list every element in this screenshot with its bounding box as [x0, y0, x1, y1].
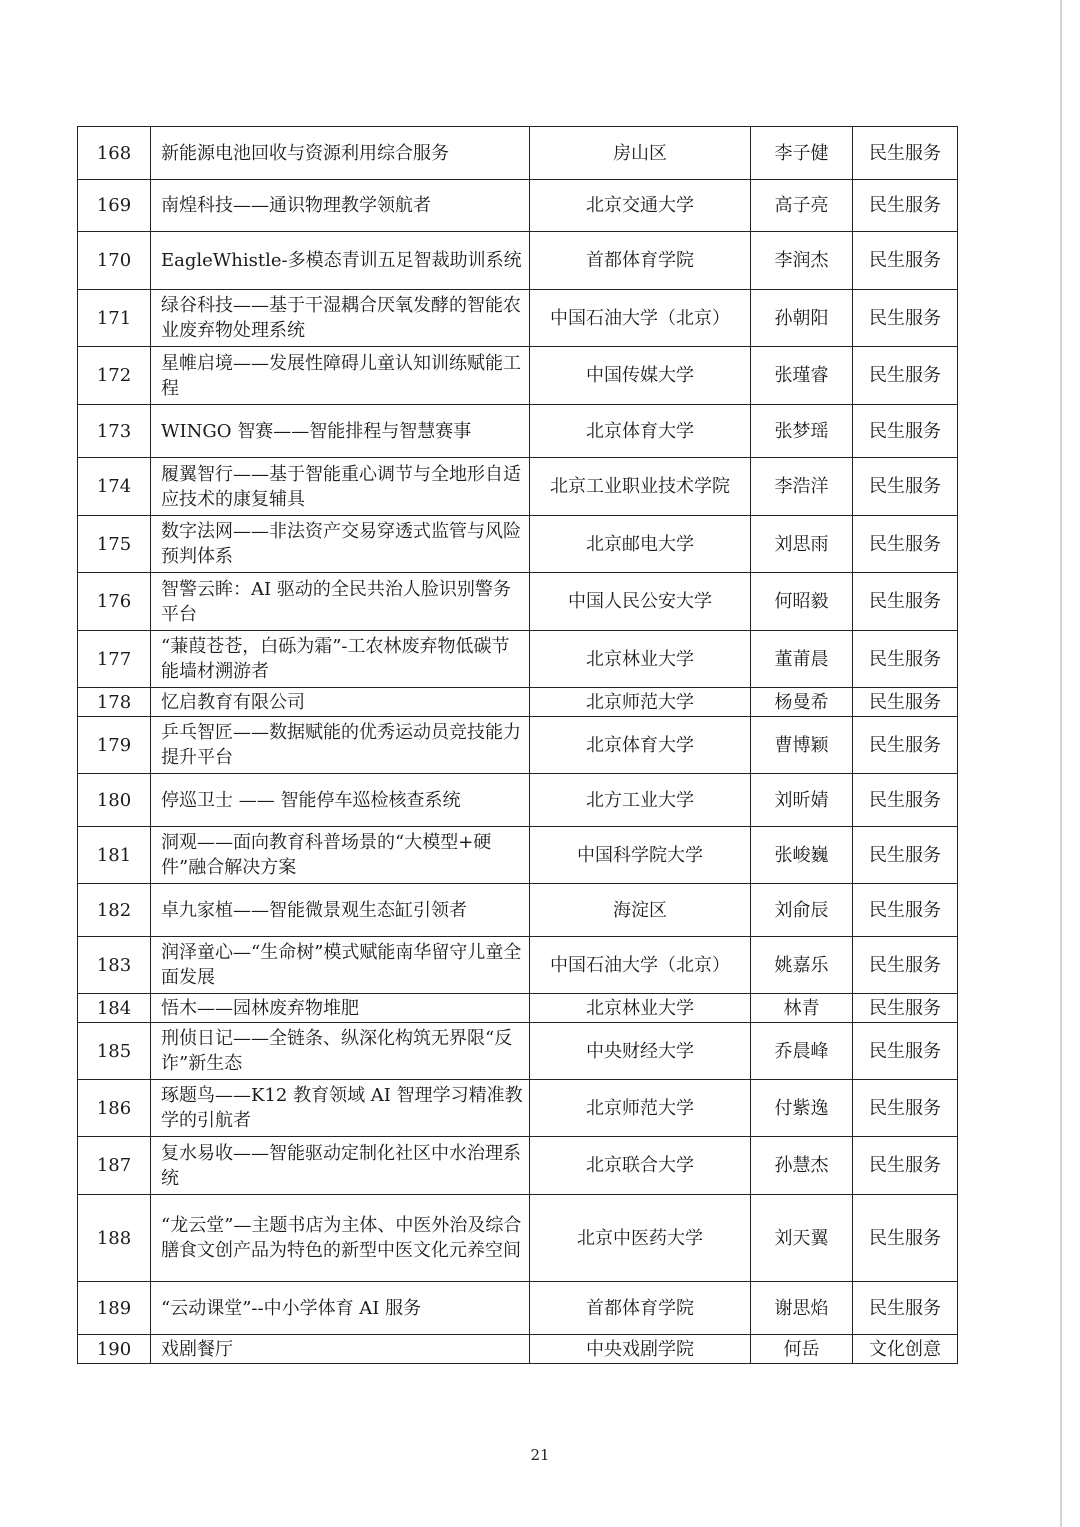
- project-name: EagleWhistle-多模态青训五足智裁助训系统: [151, 232, 530, 290]
- person-name: 孙朝阳: [751, 290, 853, 347]
- project-name: 星帷启境——发展性障碍儿童认知训练赋能工程: [151, 347, 530, 405]
- organization: 北京联合大学: [530, 1137, 751, 1195]
- category: 民生服务: [853, 573, 958, 631]
- category: 民生服务: [853, 1137, 958, 1195]
- category: 民生服务: [853, 347, 958, 405]
- person-name: 李润杰: [751, 232, 853, 290]
- organization: 北京林业大学: [530, 994, 751, 1023]
- category: 民生服务: [853, 405, 958, 458]
- project-name: 新能源电池回收与资源利用综合服务: [151, 127, 530, 180]
- category: 民生服务: [853, 774, 958, 827]
- category: 民生服务: [853, 688, 958, 717]
- project-name: 刑侦日记——全链条、纵深化构筑无界限“反诈”新生态: [151, 1023, 530, 1080]
- row-number: 187: [78, 1137, 151, 1195]
- organization: 中国石油大学（北京）: [530, 937, 751, 994]
- row-number: 173: [78, 405, 151, 458]
- table-row: [78, 127, 958, 180]
- project-name: 履翼智行——基于智能重心调节与全地形自适应技术的康复辅具: [151, 458, 530, 516]
- row-number: 175: [78, 516, 151, 573]
- table-row: [78, 458, 958, 516]
- row-number: 184: [78, 994, 151, 1023]
- organization: 北京体育大学: [530, 405, 751, 458]
- row-number: 185: [78, 1023, 151, 1080]
- table-row: [78, 688, 958, 717]
- person-name: 姚嘉乐: [751, 937, 853, 994]
- category: 民生服务: [853, 458, 958, 516]
- organization: 海淀区: [530, 884, 751, 937]
- row-number: 168: [78, 127, 151, 180]
- category: 民生服务: [853, 994, 958, 1023]
- person-name: 何岳: [751, 1335, 853, 1364]
- project-name: 绿谷科技——基于干湿耦合厌氧发酵的智能农业废弃物处理系统: [151, 290, 530, 347]
- table-row: [78, 1023, 958, 1080]
- category: 民生服务: [853, 1195, 958, 1282]
- table-row: [78, 573, 958, 631]
- table-row: [78, 1080, 958, 1137]
- table-row: [78, 1195, 958, 1282]
- project-name: WINGO 智赛——智能排程与智慧赛事: [151, 405, 530, 458]
- project-name: 乒乓智匠——数据赋能的优秀运动员竞技能力提升平台: [151, 717, 530, 774]
- person-name: 刘俞辰: [751, 884, 853, 937]
- row-number: 186: [78, 1080, 151, 1137]
- category: 民生服务: [853, 232, 958, 290]
- table-row: [78, 1335, 958, 1364]
- row-number: 181: [78, 827, 151, 884]
- project-name: “龙云堂”—主题书店为主体、中医外治及综合膳食文创产品为特色的新型中医文化元养空间: [151, 1195, 530, 1282]
- person-name: 高子亮: [751, 180, 853, 232]
- project-name: 润泽童心—“生命树”模式赋能南华留守儿童全面发展: [151, 937, 530, 994]
- project-name: 复水易收——智能驱动定制化社区中水治理系统: [151, 1137, 530, 1195]
- row-number: 169: [78, 180, 151, 232]
- scan-edge-line: [1060, 0, 1062, 1527]
- organization: 北京师范大学: [530, 688, 751, 717]
- person-name: 刘思雨: [751, 516, 853, 573]
- project-name: 戏剧餐厅: [151, 1335, 530, 1364]
- category: 民生服务: [853, 884, 958, 937]
- row-number: 176: [78, 573, 151, 631]
- organization: 北京邮电大学: [530, 516, 751, 573]
- organization: 首都体育学院: [530, 232, 751, 290]
- project-name: 忆启教育有限公司: [151, 688, 530, 717]
- person-name: 付紫逸: [751, 1080, 853, 1137]
- table-row: [78, 180, 958, 232]
- table-row: [78, 717, 958, 774]
- row-number: 178: [78, 688, 151, 717]
- organization: 北京工业职业技术学院: [530, 458, 751, 516]
- project-name: 悟木——园林废弃物堆肥: [151, 994, 530, 1023]
- project-name: 数字法网——非法资产交易穿透式监管与风险预判体系: [151, 516, 530, 573]
- table-row: [78, 347, 958, 405]
- category: 民生服务: [853, 1282, 958, 1335]
- row-number: 179: [78, 717, 151, 774]
- person-name: 董莆晨: [751, 631, 853, 688]
- category: 民生服务: [853, 827, 958, 884]
- person-name: 李子健: [751, 127, 853, 180]
- table-row: [78, 232, 958, 290]
- organization: 中国传媒大学: [530, 347, 751, 405]
- person-name: 林青: [751, 994, 853, 1023]
- person-name: 何昭毅: [751, 573, 853, 631]
- table-row: [78, 631, 958, 688]
- row-number: 189: [78, 1282, 151, 1335]
- category: 民生服务: [853, 516, 958, 573]
- person-name: 张梦瑶: [751, 405, 853, 458]
- person-name: 乔晨峰: [751, 1023, 853, 1080]
- person-name: 李浩洋: [751, 458, 853, 516]
- person-name: 孙慧杰: [751, 1137, 853, 1195]
- category: 民生服务: [853, 1023, 958, 1080]
- organization: 北京交通大学: [530, 180, 751, 232]
- category: 民生服务: [853, 127, 958, 180]
- row-number: 180: [78, 774, 151, 827]
- row-number: 177: [78, 631, 151, 688]
- project-name: 智警云眸：AI 驱动的全民共治人脸识别警务平台: [151, 573, 530, 631]
- organization: 中国石油大学（北京）: [530, 290, 751, 347]
- row-number: 182: [78, 884, 151, 937]
- table-row: [78, 937, 958, 994]
- project-name: 南煌科技——通识物理教学领航者: [151, 180, 530, 232]
- project-name: 卓九家植——智能微景观生态缸引领者: [151, 884, 530, 937]
- table-row: [78, 516, 958, 573]
- row-number: 171: [78, 290, 151, 347]
- project-table: [77, 126, 958, 1364]
- category: 民生服务: [853, 290, 958, 347]
- person-name: 张峻巍: [751, 827, 853, 884]
- person-name: 张瑾睿: [751, 347, 853, 405]
- category: 民生服务: [853, 717, 958, 774]
- page-number: 21: [530, 1446, 550, 1464]
- organization: 中央财经大学: [530, 1023, 751, 1080]
- project-name: 洞观——面向教育科普场景的“大模型+硬件”融合解决方案: [151, 827, 530, 884]
- table-row: [78, 1137, 958, 1195]
- category: 民生服务: [853, 180, 958, 232]
- row-number: 188: [78, 1195, 151, 1282]
- organization: 中国人民公安大学: [530, 573, 751, 631]
- organization: 房山区: [530, 127, 751, 180]
- project-name: “蒹葭苍苍，白砾为霜”-工农林废弃物低碳节能墙材溯游者: [151, 631, 530, 688]
- row-number: 174: [78, 458, 151, 516]
- category: 民生服务: [853, 937, 958, 994]
- person-name: 刘昕婧: [751, 774, 853, 827]
- organization: 北京体育大学: [530, 717, 751, 774]
- organization: 北京师范大学: [530, 1080, 751, 1137]
- table-row: [78, 774, 958, 827]
- project-name: 停巡卫士 —— 智能停车巡检核查系统: [151, 774, 530, 827]
- category: 民生服务: [853, 631, 958, 688]
- organization: 中国科学院大学: [530, 827, 751, 884]
- organization: 首都体育学院: [530, 1282, 751, 1335]
- project-name: “云动课堂”--中小学体育 AI 服务: [151, 1282, 530, 1335]
- table-row: [78, 827, 958, 884]
- table-row: [78, 1282, 958, 1335]
- project-table-body: [78, 127, 958, 1364]
- table-row: [78, 994, 958, 1023]
- project-name: 琢题鸟——K12 教育领域 AI 智理学习精准教学的引航者: [151, 1080, 530, 1137]
- organization: 北方工业大学: [530, 774, 751, 827]
- category: 民生服务: [853, 1080, 958, 1137]
- row-number: 190: [78, 1335, 151, 1364]
- person-name: 杨曼希: [751, 688, 853, 717]
- person-name: 谢思焰: [751, 1282, 853, 1335]
- row-number: 172: [78, 347, 151, 405]
- table-row: [78, 884, 958, 937]
- organization: 北京中医药大学: [530, 1195, 751, 1282]
- person-name: 刘天翼: [751, 1195, 853, 1282]
- category: 文化创意: [853, 1335, 958, 1364]
- organization: 中央戏剧学院: [530, 1335, 751, 1364]
- row-number: 183: [78, 937, 151, 994]
- table-row: [78, 290, 958, 347]
- person-name: 曹博颖: [751, 717, 853, 774]
- row-number: 170: [78, 232, 151, 290]
- table-row: [78, 405, 958, 458]
- organization: 北京林业大学: [530, 631, 751, 688]
